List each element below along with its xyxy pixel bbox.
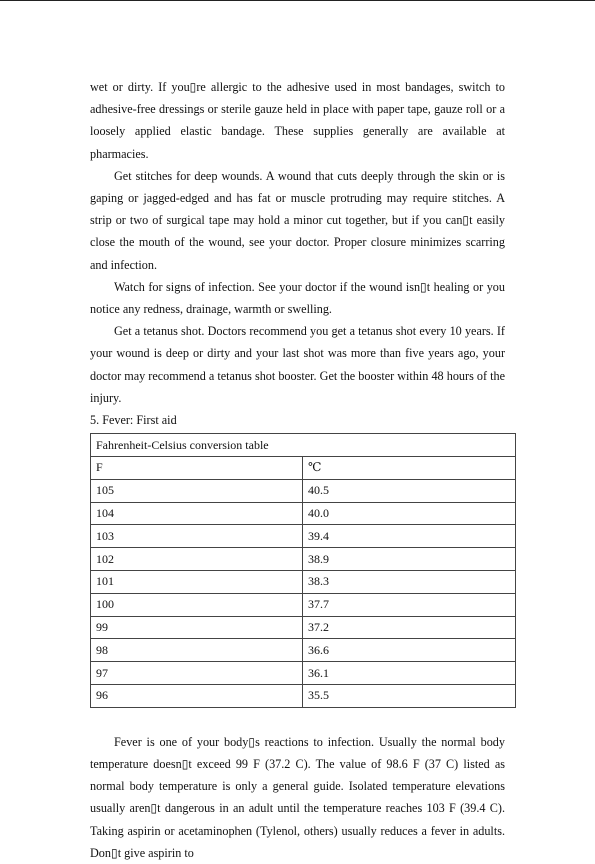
cell-fahrenheit: 96 (91, 685, 303, 708)
cell-fahrenheit: 104 (91, 502, 303, 525)
table-row (91, 662, 516, 685)
table-row (91, 479, 516, 502)
cell-celsius: 40.5 (303, 479, 516, 502)
cell-fahrenheit: 102 (91, 548, 303, 571)
column-header-celsius: ℃ (303, 457, 516, 480)
section-heading-fever: 5. Fever: First aid (90, 413, 177, 428)
table-row (91, 571, 516, 594)
paragraph-tetanus: Get a tetanus shot. Doctors recommend you get a tetanus shot every 10 years. If your wound is deep or dirty and your last shot was more than five years ago, your doctor may recommend a tetanus shot booster. Get the booster within 48 hours of the injury. (90, 324, 505, 405)
paragraph-bandage-allergy: wet or dirty. If you▯re allergic to the adhesive used in most bandages, switch to adhesive-free dressings or sterile gauze held in place with paper tape, gauze roll or a loosely applied elastic bandage. These supplies generally are available at pharmacies. (90, 80, 505, 161)
cell-fahrenheit: 105 (91, 479, 303, 502)
cell-fahrenheit: 97 (91, 662, 303, 685)
table-header-row (91, 457, 516, 480)
column-header-fahrenheit: F (91, 457, 303, 480)
table-row (91, 548, 516, 571)
cell-fahrenheit: 98 (91, 639, 303, 662)
paragraph-stitches: Get stitches for deep wounds. A wound that cuts deeply through the skin or is gaping or jagged-edged and has fat or muscle protruding may require stitches. A strip or two of surgical tape may hold a minor cut together, but if you can▯t easily close the mouth of the wound, see your doctor. Proper closure minimizes scarring and infection. (90, 168, 505, 272)
cell-celsius: 36.1 (303, 662, 516, 685)
table-row (91, 593, 516, 616)
cell-celsius: 37.7 (303, 593, 516, 616)
table-title: Fahrenheit-Celsius conversion table (91, 434, 516, 457)
cell-celsius: 35.5 (303, 685, 516, 708)
cell-fahrenheit: 101 (91, 571, 303, 594)
paragraph-fever: Fever is one of your body▯s reactions to infection. Usually the normal body temperature doesn▯t exceed 99 F (37.2 C). The value of 98.6 F (37 C) listed as normal body temperature is only a general guide. Isolated temperature elevations usually aren▯t dangerous in an adult until the temperature reaches 103 F (39.4 C). Taking aspirin or acetaminophen (Tylenol, others) usually reduces a fever in adults. Don▯t give aspirin to (90, 734, 505, 860)
cell-celsius: 36.6 (303, 639, 516, 662)
cell-celsius: 40.0 (303, 502, 516, 525)
cell-celsius: 38.9 (303, 548, 516, 571)
cell-fahrenheit: 103 (91, 525, 303, 548)
conversion-table (90, 433, 516, 708)
table-row (91, 525, 516, 548)
table-row (91, 616, 516, 639)
cell-celsius: 39.4 (303, 525, 516, 548)
page-top-rule (0, 0, 595, 1)
table-row (91, 639, 516, 662)
table-title-row (91, 434, 516, 457)
cell-fahrenheit: 99 (91, 616, 303, 639)
cell-fahrenheit: 100 (91, 593, 303, 616)
table-row (91, 685, 516, 708)
document-body (90, 76, 505, 864)
table-row (91, 502, 516, 525)
cell-celsius: 37.2 (303, 616, 516, 639)
paragraph-infection: Watch for signs of infection. See your doctor if the wound isn▯t healing or you notice any redness, drainage, warmth or swelling. (90, 279, 505, 317)
cell-celsius: 38.3 (303, 571, 516, 594)
